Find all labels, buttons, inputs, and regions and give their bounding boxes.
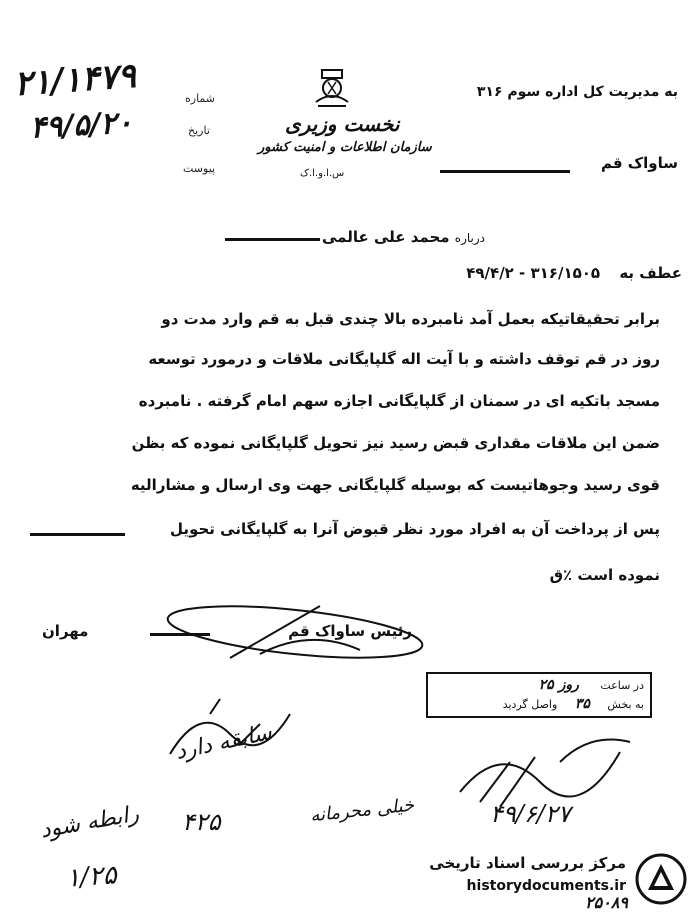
body-line-1: برابر تحقیقاتیکه بعمل آمد نامبرده بالا چندی قبل به قم وارد مدت دو	[161, 310, 660, 328]
body-line-2: روز در قم توقف داشته و با آیت اله گلپایگانی ملاقات و درمورد توسعه	[148, 350, 660, 368]
org-subtitle: سازمان اطلاعات و امنیت کشور	[258, 140, 432, 155]
signature-title: رئیس ساواک قم	[288, 622, 412, 640]
org-code: س.ا.و.ا.ک	[300, 168, 345, 179]
date-label: تاریخ	[188, 124, 210, 137]
handwritten-note-left: سابقه دارد	[173, 720, 275, 765]
stamp-line-2-value: ۳۵	[574, 696, 590, 712]
watermark	[414, 852, 694, 908]
reference-value: ۳۱۶/۱۵۰۵ - ۴۹/۴/۲	[466, 264, 601, 282]
handwritten-initials-scribble-icon	[440, 722, 650, 812]
body-line-6-fill	[30, 533, 125, 536]
handwritten-signature-left-icon	[160, 694, 300, 764]
body-line-6: پس از پرداخت آن به افراد مورد نظر قبوض آنرا به گلپایگانی تحویل	[170, 520, 660, 538]
stamp-line-2	[503, 696, 644, 712]
subject-value: محمد علی عالمی	[321, 228, 450, 246]
stamp-line-1	[539, 677, 644, 693]
receipt-stamp	[426, 672, 652, 718]
signature-scribble-icon	[120, 598, 430, 678]
attachment-label: پیوست	[183, 162, 216, 175]
watermark-line-1: مرکز بررسی اسناد تاریخی	[429, 854, 626, 872]
handwritten-note-bottom-left: رابطه شود	[38, 801, 141, 844]
subject-underline	[225, 238, 320, 241]
body-line-3: مسجد باتکیه ای در سمنان از گلپایگانی اجازه سهم امام گرفته . نامبرده	[138, 392, 660, 410]
reference-line	[466, 264, 682, 282]
subject-label: درباره	[454, 231, 485, 245]
signature-name: مهران	[42, 622, 89, 640]
stamp-line-1-value: روز ۲۵	[538, 677, 579, 693]
watermark-line-2: historydocuments.ir	[466, 878, 626, 894]
reference-label: عطف به	[619, 264, 682, 282]
handwritten-registration-date: ۴۹/۵/۲۰	[29, 105, 134, 146]
stamp-line-1-label: در ساعت	[600, 679, 644, 692]
handwritten-note-mid: خیلی محرمانه	[309, 794, 416, 827]
sender-line: ساواک قم	[600, 154, 678, 172]
stamp-line-2-suffix: واصل گردید	[502, 698, 558, 711]
body-line-4: ضمن این ملاقات مقداری قبض رسید نیز تحویل گلپایگانی نموده که بظن	[131, 434, 660, 452]
stamp-line-2-label: به بخش	[607, 698, 644, 711]
number-label: شماره	[185, 92, 216, 105]
handwritten-note-right-date: ۴۹/۶/۲۷	[490, 800, 571, 828]
body-line-7: نموده است ٪ق	[549, 566, 660, 584]
org-title: نخست وزیری	[285, 112, 400, 136]
handwritten-note-left-number: ۴۲۵	[182, 808, 221, 836]
handwritten-note-bottom-number: ۱/۲۵	[65, 860, 118, 894]
handwritten-registration-number: ۲۱/۱۴۷۹	[12, 55, 138, 105]
addressee-line: به مدیریت کل اداره سوم ۳۱۶	[476, 84, 678, 100]
body-line-5: قوی رسید وجوهاتیست که بوسیله گلپایگانی جهت وی ارسال و مشارالیه	[130, 476, 660, 494]
corner-number: ۲۵۰۸۹	[585, 893, 628, 912]
sender-underline	[440, 170, 570, 173]
watermark-logo-icon	[632, 852, 690, 906]
subject-line	[322, 228, 485, 246]
lion-and-sun-emblem-icon	[308, 68, 356, 110]
